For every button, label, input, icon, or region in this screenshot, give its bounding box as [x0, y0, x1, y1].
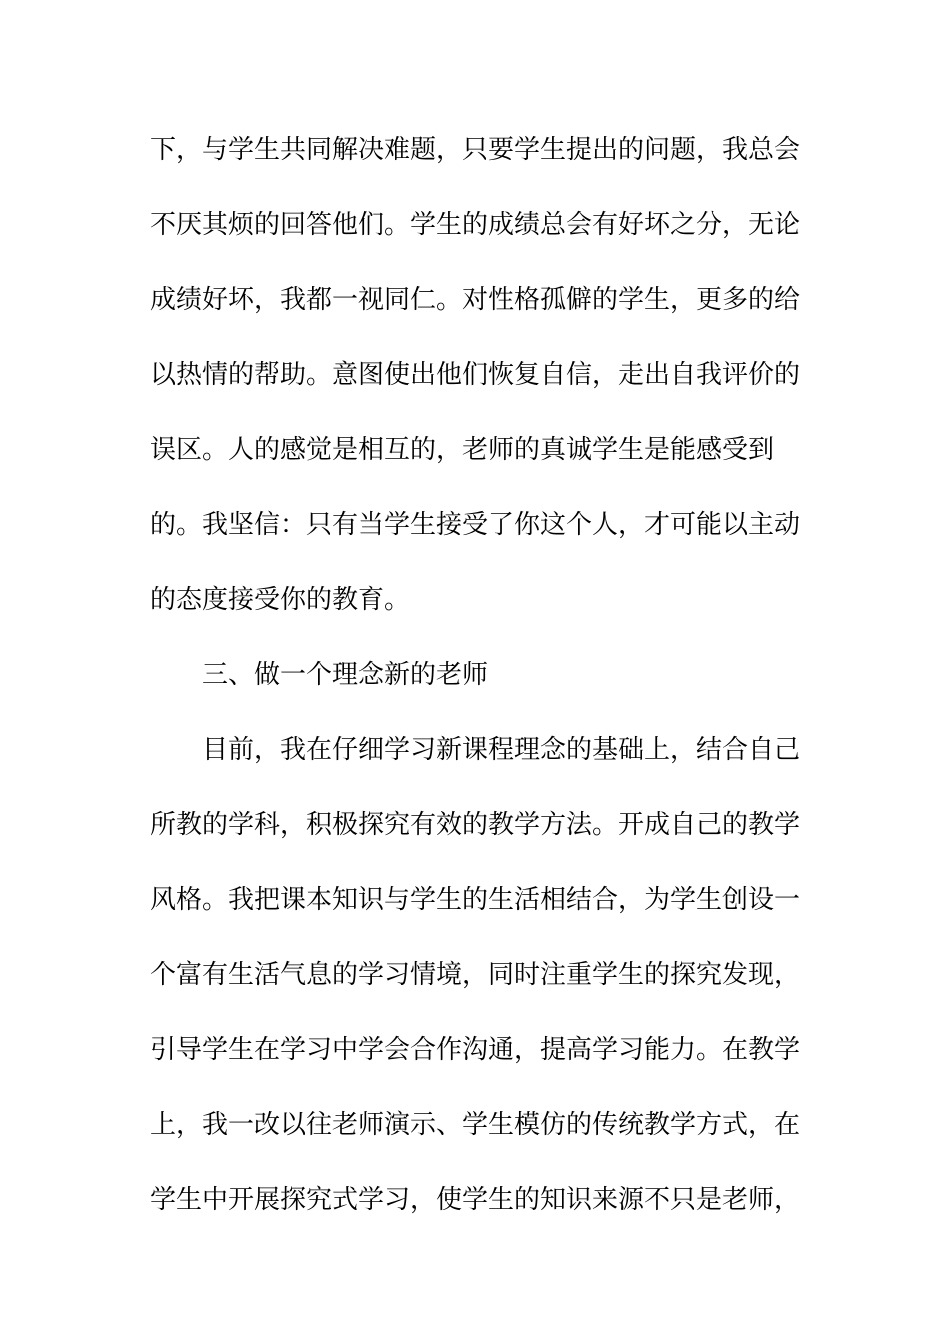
text-line: 成绩好坏，我都一视同仁。对性格孤僻的学生，更多的给: [150, 285, 801, 315]
text-line: 的态度接受你的教育。: [150, 585, 411, 615]
text-line: 以热情的帮助。意图使出他们恢复自信，走出自我评价的: [150, 360, 801, 390]
text-line: 学生中开展探究式学习，使学生的知识来源不只是老师，: [150, 1185, 801, 1215]
text-line: 风格。我把课本知识与学生的生活相结合，为学生创设一: [150, 885, 801, 915]
text-line: 误区。人的感觉是相互的，老师的真诚学生是能感受到: [150, 435, 775, 465]
paragraph-first-line: 目前，我在仔细学习新课程理念的基础上，结合自己: [202, 735, 801, 765]
text-line: 不厌其烦的回答他们。学生的成绩总会有好坏之分，无论: [150, 210, 801, 240]
text-line: 下，与学生共同解决难题，只要学生提出的问题，我总会: [150, 135, 801, 165]
text-line: 个富有生活气息的学习情境，同时注重学生的探究发现，: [150, 960, 801, 990]
text-line: 所教的学科，积极探究有效的教学方法。开成自己的教学: [150, 810, 801, 840]
text-line: 的。我坚信：只有当学生接受了你这个人，才可能以主动: [150, 510, 801, 540]
text-line: 上，我一改以往老师演示、学生模仿的传统教学方式，在: [150, 1110, 801, 1140]
section-heading: 三、做一个理念新的老师: [202, 660, 489, 690]
text-line: 引导学生在学习中学会合作沟通，提高学习能力。在教学: [150, 1035, 801, 1065]
